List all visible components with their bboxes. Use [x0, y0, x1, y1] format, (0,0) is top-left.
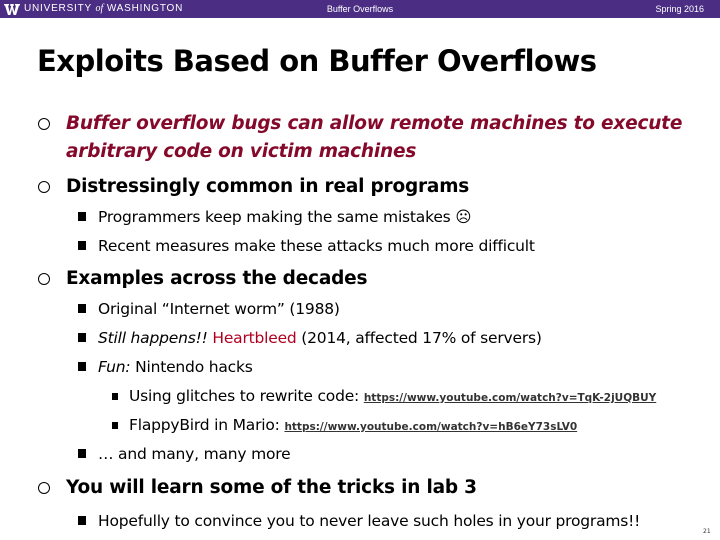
subbullet-many-more: … and many, many more — [98, 445, 291, 463]
bullet-learn-tricks: You will learn some of the tricks in lab 3 — [66, 477, 477, 498]
course-title: Buffer Overflows — [326, 4, 394, 14]
youtube-link-glitches[interactable]: https://www.youtube.com/watch?v=TqK-2jUQBUY — [363, 392, 657, 404]
bullet-buffer-overflow-line1: Buffer overflow bugs can allow remote machines to execute — [66, 113, 683, 134]
subbullet-recent-measures: Recent measures make these attacks much more difficult — [98, 237, 535, 255]
header-bar — [0, 0, 720, 18]
bullet-buffer-overflow-line2: arbitrary code on victim machines — [66, 141, 417, 162]
slide-title: Exploits Based on Buffer Overflows — [37, 44, 597, 78]
circle-bullet-icon — [38, 273, 50, 285]
small-square-bullet-icon — [112, 422, 118, 429]
square-bullet-icon — [78, 304, 86, 313]
circle-bullet-icon — [38, 118, 50, 130]
heartbleed-link[interactable]: Heartbleed — [212, 329, 297, 347]
square-bullet-icon — [78, 241, 86, 250]
subsubbullet-flappybird: FlappyBird in Mario: https://www.youtube.com/watch?v=hB6eY73sLV0 — [129, 416, 578, 434]
subsubbullet-glitches: Using glitches to rewrite code: https://www.youtube.com/watch?v=TqK-2jUQBUY — [129, 387, 657, 405]
circle-bullet-icon — [38, 181, 50, 193]
subbullet-programmers-mistakes: Programmers keep making the same mistakes ☹ — [98, 208, 472, 226]
subbullet-convince-you: Hopefully to convince you to never leave such holes in your programs!! — [98, 512, 641, 530]
subbullet-still-happens: Still happens!! Heartbleed (2014, affected 17% of servers) — [98, 329, 542, 347]
square-bullet-icon — [78, 333, 86, 342]
square-bullet-icon — [78, 516, 86, 525]
frown-emoticon-icon: ☹ — [455, 208, 472, 226]
small-square-bullet-icon — [112, 393, 118, 400]
page-number: 21 — [703, 528, 711, 535]
youtube-link-flappybird[interactable]: https://www.youtube.com/watch?v=hB6eY73sLV0 — [284, 421, 578, 433]
university-name: UNIVERSITY of WASHINGTON — [24, 3, 184, 14]
circle-bullet-icon — [38, 482, 50, 494]
subbullet-internet-worm: Original “Internet worm” (1988) — [98, 300, 340, 318]
square-bullet-icon — [78, 212, 86, 221]
bullet-distressingly-common: Distressingly common in real programs — [66, 176, 470, 197]
term-label: Spring 2016 — [655, 4, 704, 14]
square-bullet-icon — [78, 449, 86, 458]
bullet-examples-decades: Examples across the decades — [66, 268, 368, 289]
square-bullet-icon — [78, 362, 86, 371]
subbullet-nintendo-hacks: Fun: Nintendo hacks — [98, 358, 253, 376]
